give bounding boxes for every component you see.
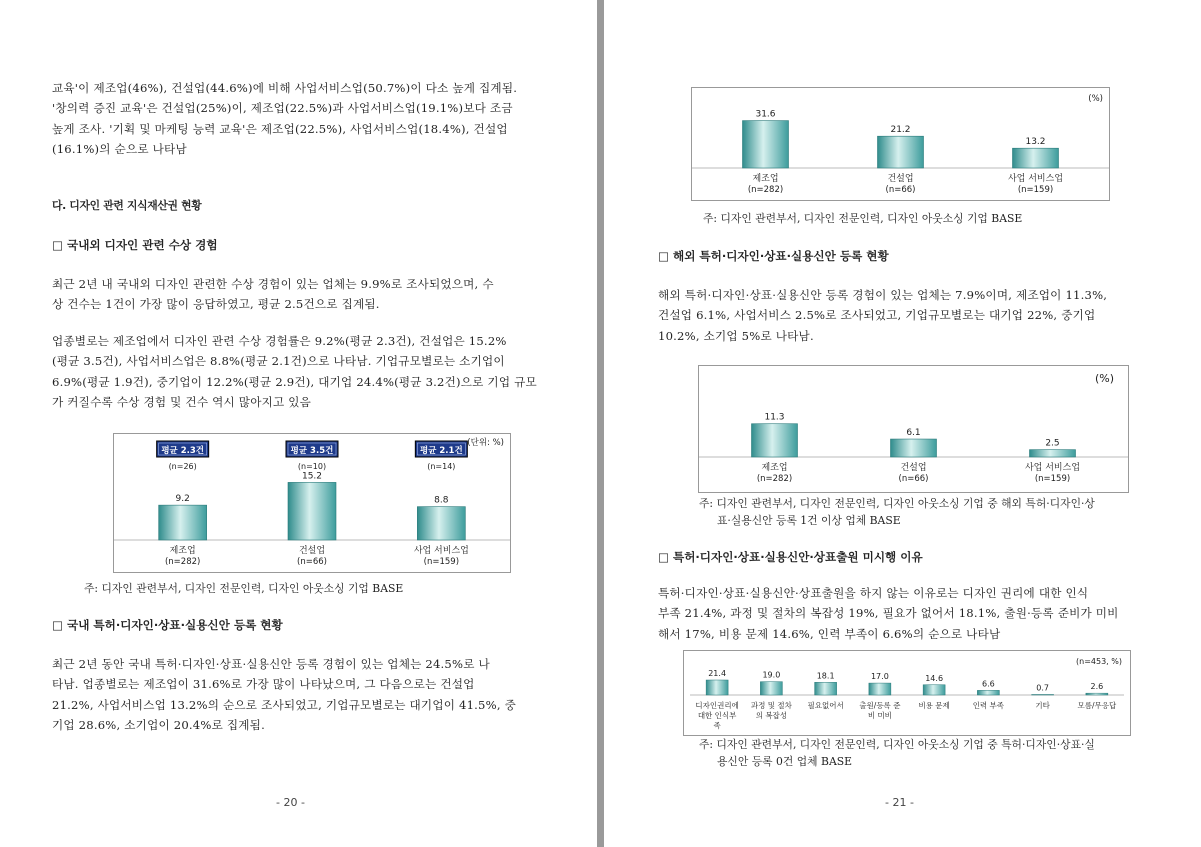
chart-svg — [692, 88, 1109, 200]
average-n-label: (n=14) — [427, 462, 456, 471]
text-line: '창의력 증진 교육'은 건설업(25%)이, 제조업(22.5%)과 사업서비스업(19.1%)보다 조금 — [52, 101, 513, 116]
text-line: (16.1%)의 순으로 나타남 — [52, 141, 187, 156]
category-label: 인력 부족 — [972, 701, 1005, 710]
data-label: 2.6 — [1090, 682, 1104, 692]
category-label: 비 미비 — [867, 711, 892, 720]
data-label: 19.0 — [762, 670, 781, 680]
unit-label: (%) — [1094, 372, 1114, 385]
text-line: 최근 2년 내 국내외 디자인 관련한 수상 경험이 있는 업체는 9.9%로 조사되었으며, 수 — [52, 277, 494, 291]
category-label: 제조업 — [752, 174, 779, 184]
section-title: 다. 디자인 관련 지식재산권 현황 — [52, 199, 202, 212]
data-label: 2.5 — [1045, 438, 1060, 449]
domestic-paragraph — [52, 654, 542, 735]
average-text: 평균 2.1건 — [420, 446, 463, 456]
category-label: 사업 서비스업 — [413, 546, 469, 556]
page-number: - 20 - — [276, 796, 305, 809]
category-label: 과정 및 절차 — [750, 701, 792, 710]
text-line: 높게 조사. '기획 및 마케팅 능력 교육'은 제조업(22.5%), 사업서비스업(18.4%), 건설업 — [52, 121, 508, 136]
reason-chart — [683, 650, 1131, 736]
chart1-note: 주: 디자인 관련부서, 디자인 전문인력, 디자인 아웃소싱 기업 BASE — [84, 582, 404, 595]
chart-svg — [699, 366, 1128, 492]
text-line: 상 건수는 1건이 가장 많이 응답하였고, 평균 2.5건으로 집계됨. — [52, 297, 380, 312]
overseas-paragraph — [658, 285, 1148, 346]
sample-size-label: (n=66) — [297, 557, 327, 567]
chart3-note — [699, 495, 1159, 529]
data-label: 11.3 — [764, 412, 785, 423]
sample-size-label: (n=159) — [423, 557, 460, 567]
left-page — [0, 0, 597, 847]
category-label: 출원/등록 준 — [859, 701, 901, 710]
reason-heading: □ 특허·디자인·상표·실용신안·상표출원 미시행 이유 — [658, 550, 923, 564]
category-label: 건설업 — [298, 546, 326, 556]
text-line: 21.2%, 사업서비스업 13.2%의 순으로 조사되었고, 기업규모별로는 대기업이 41.5%, 중 — [52, 697, 517, 712]
award-heading: □ 국내외 디자인 관련 수상 경험 — [52, 238, 218, 252]
bar — [815, 682, 837, 695]
bar — [1013, 148, 1059, 168]
category-label: 사업 서비스업 — [1007, 174, 1064, 184]
note-line: 주: 디자인 관련부서, 디자인 전문인력, 디자인 아웃소싱 기업 중 해외 특허·디자인·상 — [699, 497, 1095, 510]
text-line: 교육'이 제조업(46%), 건설업(44.6%)에 비해 사업서비스업(50.7%)이 다소 높게 집계됨. — [52, 81, 518, 95]
data-label: 31.6 — [755, 109, 776, 120]
bar — [923, 685, 945, 695]
text-line: 10.2%, 소기업 5%로 나타남. — [658, 328, 814, 343]
category-label: 사업 서비스업 — [1024, 463, 1081, 473]
category-label: 모름/무응답 — [1077, 701, 1117, 710]
unit-label: (n=453, %) — [1076, 657, 1122, 666]
bar — [743, 121, 789, 168]
text-line: 6.9%(평균 1.9건), 중기업이 12.2%(평균 2.9건), 대기업 24.4%(평균 3.2건)으로 기업 규모 — [52, 374, 537, 389]
average-badge — [157, 441, 209, 457]
note-line: 표·실용신안 등록 1건 이상 업체 BASE — [717, 514, 901, 527]
unit-label: (단위: %) — [467, 438, 504, 448]
category-label: 비용 문제 — [918, 701, 950, 710]
average-text: 평균 3.5건 — [290, 446, 334, 456]
unit-label: (%) — [1088, 94, 1103, 104]
text-line: 해외 특허·디자인·상표·실용신안 등록 경험이 있는 업체는 7.9%이며, 제조업이 11.3%, — [658, 288, 1108, 302]
average-n-label: (n=26) — [168, 462, 197, 471]
bar — [891, 439, 937, 457]
category-label: 대한 인식부 — [697, 711, 737, 720]
sample-size-label: (n=66) — [898, 474, 929, 484]
sample-size-label: (n=282) — [756, 474, 793, 484]
sample-size-label: (n=282) — [164, 557, 201, 567]
category-label: 디자인권리에 — [695, 701, 739, 710]
overseas-heading: □ 해외 특허·디자인·상표·실용신안 등록 현황 — [658, 249, 889, 263]
award-paragraph-1 — [52, 274, 542, 315]
right-page — [604, 0, 1201, 847]
data-label: 8.8 — [434, 495, 449, 506]
bar — [159, 505, 207, 540]
category-label: 의 복잡성 — [755, 711, 788, 720]
text-line: 가 커질수록 수상 경험 및 건수 역시 많아지고 있음 — [52, 394, 312, 409]
intro-paragraph — [52, 78, 542, 159]
bar — [1086, 693, 1108, 695]
data-label: 0.7 — [1036, 683, 1049, 693]
data-label: 18.1 — [816, 671, 835, 681]
award-chart — [113, 433, 511, 573]
bar — [706, 680, 728, 695]
text-line: 업종별로는 제조업에서 디자인 관련 수상 경험률은 9.2%(평균 2.3건), 건설업은 15.2% — [52, 334, 507, 348]
data-label: 13.2 — [1025, 137, 1046, 148]
sample-size-label: (n=66) — [885, 185, 916, 195]
data-label: 17.0 — [870, 672, 889, 682]
text-line: 부족 21.4%, 과정 및 절차의 복잡성 19%, 필요가 없어서 18.1%, 출원·등록 준비가 미비 — [658, 606, 1119, 621]
text-line: 특허·디자인·상표·실용신안·상표출원을 하지 않는 이유로는 디자인 권리에 대한 인식 — [658, 586, 1089, 600]
category-label: 건설업 — [887, 174, 914, 184]
domestic-registration-chart — [691, 87, 1110, 201]
category-label: 제조업 — [169, 546, 196, 556]
bar — [977, 690, 999, 695]
bar — [417, 507, 465, 540]
text-line: 타남. 업종별로는 제조업이 31.6%로 가장 많이 나타났으며, 그 다음으로는 건설업 — [52, 677, 475, 692]
category-label: 기타 — [1035, 701, 1050, 710]
average-badge — [286, 441, 338, 457]
chart2-note: 주: 디자인 관련부서, 디자인 전문인력, 디자인 아웃소싱 기업 BASE — [703, 212, 1023, 225]
chart4-note — [699, 736, 1159, 770]
bar — [752, 424, 798, 457]
data-label: 14.6 — [925, 673, 944, 683]
category-label: 족 — [713, 721, 721, 730]
reason-paragraph — [658, 583, 1148, 644]
text-line: (평균 3.5건), 사업서비스업은 8.8%(평균 2.1건)으로 나타남. 기업규모별로는 소기업이 — [52, 354, 505, 369]
domestic-heading: □ 국내 특허·디자인·상표·실용신안 등록 현황 — [52, 618, 283, 632]
category-label: 건설업 — [900, 463, 927, 473]
note-line: 용신안 등록 0건 업체 BASE — [717, 755, 853, 768]
bar — [288, 482, 336, 540]
bar — [869, 683, 891, 695]
bar — [1030, 450, 1076, 457]
note-line: 주: 디자인 관련부서, 디자인 전문인력, 디자인 아웃소싱 기업 중 특허·디자인·상표·실 — [699, 738, 1095, 751]
sample-size-label: (n=159) — [1034, 474, 1071, 484]
data-label: 21.2 — [890, 125, 911, 136]
data-label: 6.6 — [982, 679, 995, 689]
category-label: 제조업 — [761, 463, 788, 473]
award-paragraph-2 — [52, 331, 542, 412]
text-line: 해서 17%, 비용 문제 14.6%, 인력 부족이 6.6%의 순으로 나타남 — [658, 626, 1001, 641]
sample-size-label: (n=282) — [747, 185, 784, 195]
average-n-label: (n=10) — [297, 462, 327, 471]
overseas-registration-chart — [698, 365, 1129, 493]
category-label: 필요없어서 — [807, 701, 844, 710]
data-label: 6.1 — [906, 428, 921, 439]
page-number: - 21 - — [885, 796, 914, 809]
text-line: 최근 2년 동안 국내 특허·디자인·상표·실용신안 등록 경험이 있는 업체는 24.5%로 나 — [52, 657, 490, 671]
data-label: 9.2 — [175, 494, 190, 505]
bar — [878, 136, 924, 168]
chart-svg — [114, 434, 510, 572]
page-divider — [597, 0, 604, 847]
average-badge — [415, 441, 467, 457]
bar — [760, 682, 782, 695]
data-label: 15.2 — [301, 471, 323, 482]
sample-size-label: (n=159) — [1017, 185, 1054, 195]
text-line: 건설업 6.1%, 사업서비스 2.5%로 조사되었고, 기업규모별로는 대기업 22%, 중기업 — [658, 308, 1096, 323]
data-label: 21.4 — [708, 669, 727, 678]
chart-svg — [684, 651, 1130, 735]
text-line: 기업 28.6%, 소기업이 20.4%로 집계됨. — [52, 717, 265, 732]
average-text: 평균 2.3건 — [161, 446, 204, 456]
